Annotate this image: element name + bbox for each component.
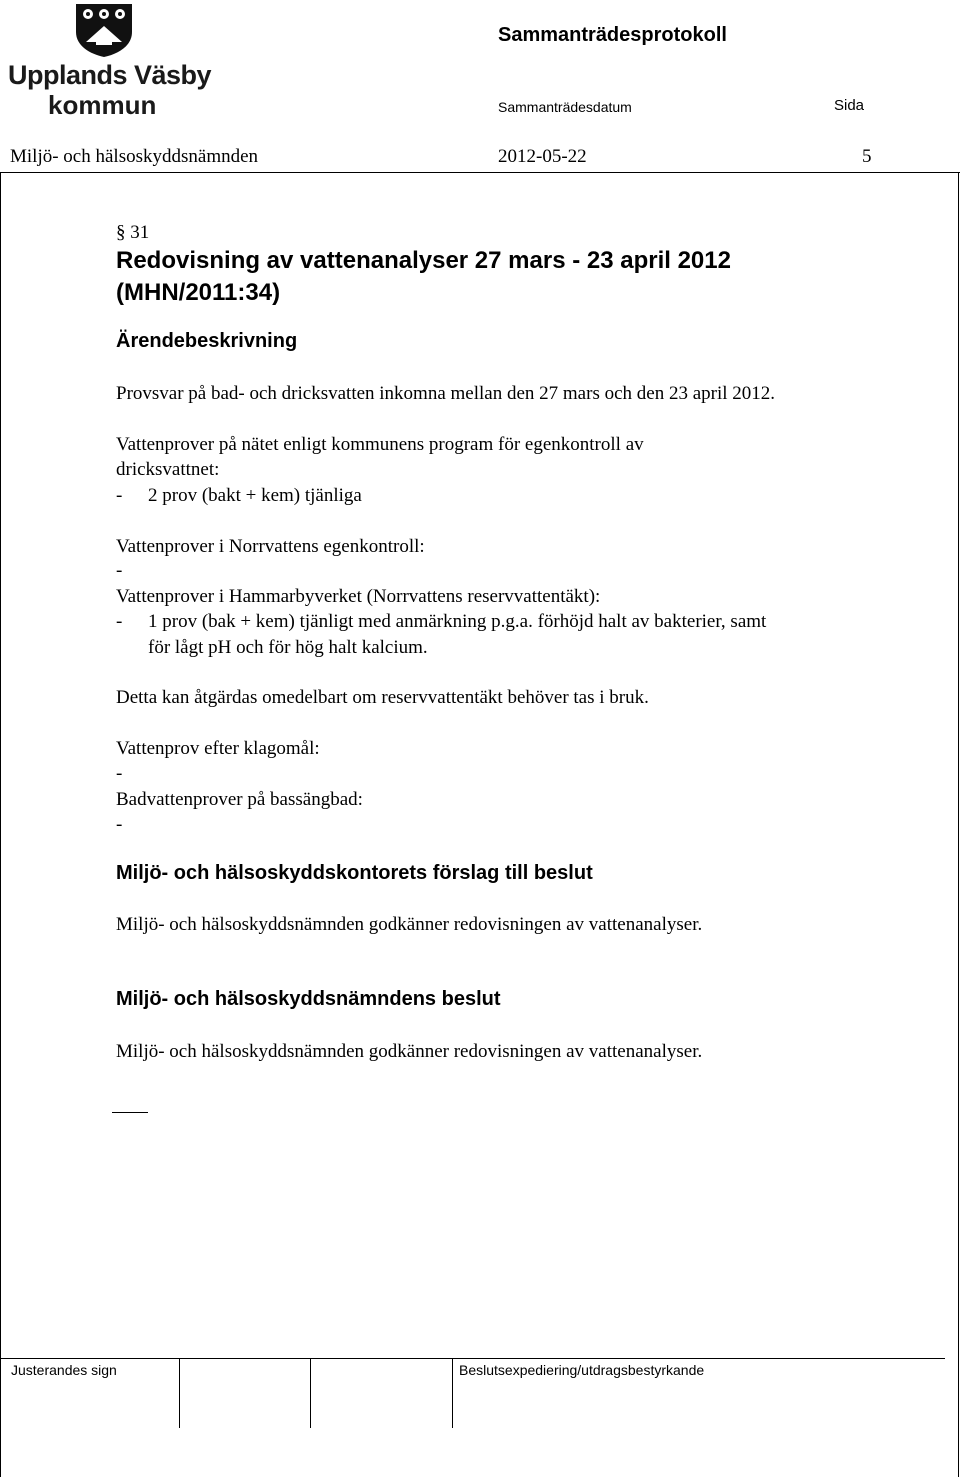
norrvatten-heading: Vattenprover i Norrvattens egenkontroll: <box>116 536 425 557</box>
network-heading: Vattenprover på nätet enligt kommunens program för egenkontroll av <box>116 434 644 455</box>
page-label: Sida <box>834 97 865 114</box>
logo-text-municipality: Upplands Väsby <box>8 60 212 90</box>
header-rule <box>0 172 960 173</box>
left-frame-line <box>0 172 1 1477</box>
heading-decision: Miljö- och hälsoskyddsnämndens beslut <box>116 988 501 1010</box>
hammarby-item: 1 prov (bak + kem) tjänligt med anmärkning p.g.a. förhöjd halt av bakterier, samt <box>148 611 767 632</box>
meeting-date: 2012-05-22 <box>498 146 587 167</box>
network-item: 2 prov (bakt + kem) tjänliga <box>148 485 362 506</box>
paragraph-number: § 31 <box>116 222 150 243</box>
hammarby-heading: Vattenprover i Hammarbyverket (Norrvattens reservvattentäkt): <box>116 586 601 607</box>
klagomal-item: - <box>116 763 123 784</box>
right-frame-line <box>958 172 959 1477</box>
klagomal-heading: Vattenprov efter klagomål: <box>116 738 320 759</box>
end-of-section-line <box>112 1112 148 1113</box>
footer-sign-divider-1 <box>179 1358 180 1428</box>
proposal-text: Miljö- och hälsoskyddsnämnden godkänner redovisningen av vattenanalyser. <box>116 914 703 935</box>
footer-rule <box>0 1358 945 1359</box>
hammarby-note: Detta kan åtgärdas omedelbart om reservvattentäkt behöver tas i bruk. <box>116 687 649 708</box>
section-title: Redovisning av vattenanalyser 27 mars - 23 april 2012 <box>116 247 731 274</box>
page-number: 5 <box>862 146 872 167</box>
network-heading-cont: dricksvattnet: <box>116 459 220 480</box>
footer-sign-divider-3 <box>452 1358 453 1428</box>
list-dash: - <box>116 485 123 506</box>
expedition-label: Beslutsexpediering/utdragsbestyrkande <box>459 1362 705 1378</box>
section-case-number: (MHN/2011:34) <box>116 279 281 306</box>
logo-text-kommun: kommun <box>48 90 157 120</box>
hammarby-item-cont: för lågt pH och för hög halt kalcium. <box>148 637 428 658</box>
coat-of-arms-icon <box>74 2 134 58</box>
signature-label: Justerandes sign <box>11 1362 117 1378</box>
decision-text: Miljö- och hälsoskyddsnämnden godkänner redovisningen av vattenanalyser. <box>116 1041 703 1062</box>
bassang-item: - <box>116 814 123 835</box>
heading-proposal: Miljö- och hälsoskyddskontorets förslag till beslut <box>116 862 593 884</box>
norrvatten-item: - <box>116 560 123 581</box>
meeting-date-label: Sammanträdesdatum <box>498 99 632 115</box>
footer-sign-divider-2 <box>310 1358 311 1428</box>
committee-name: Miljö- och hälsoskyddsnämnden <box>10 146 259 167</box>
list-dash: - <box>116 611 123 632</box>
document-type: Sammanträdesprotokoll <box>498 24 727 46</box>
municipality-logo <box>8 0 212 125</box>
bassang-heading: Badvattenprover på bassängbad: <box>116 789 363 810</box>
heading-arendebeskrivning: Ärendebeskrivning <box>116 330 298 352</box>
intro-text: Provsvar på bad- och dricksvatten inkomna mellan den 27 mars och den 23 april 2012. <box>116 383 776 404</box>
